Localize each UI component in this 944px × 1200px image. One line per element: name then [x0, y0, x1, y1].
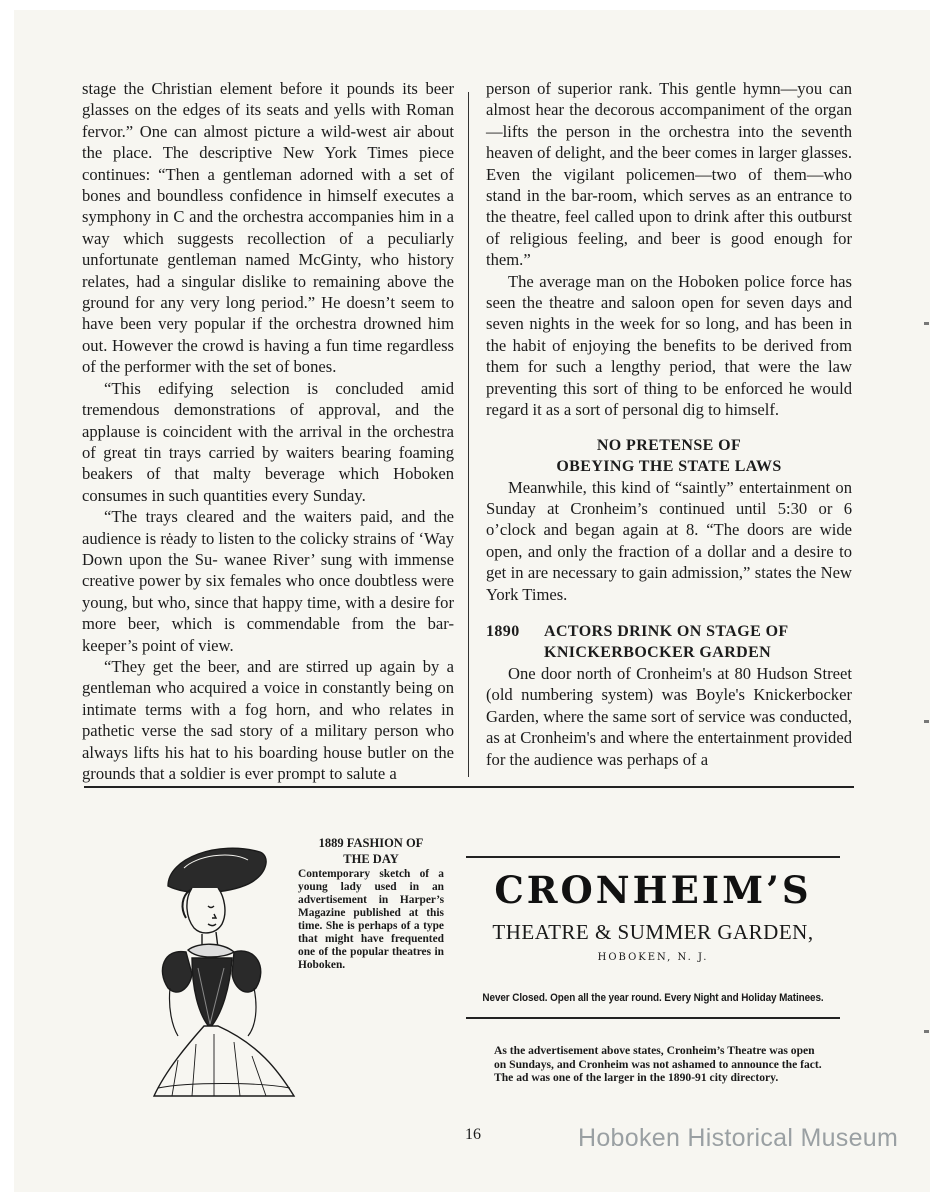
right-paragraph: One door north of Cronheim's at 80 Hudson Street (old numbering system) was Boyle's Knickerbocker Garden, where the same sort of service was conducted, as at Cronheim's and where the entertainment provided for the audience was perhaps of a — [486, 663, 852, 769]
ad-note: Never Closed. Open all the year round. Every Night and Holiday Matinees. — [482, 992, 824, 1004]
ad-caption: As the advertisement above states, Cronheim’s Theatre was open on Sundays, and Cronheim was not ashamed to announce the fact. The ad was one of the larger in the 1890-91 city directory. — [494, 1044, 822, 1085]
figure-caption-text: Contemporary sketch of a young lady used in an advertisement in Harper’s Magazine published at this time. She is perhaps of a type that might have frequented one of the popular theatres in Hoboken. — [298, 868, 444, 971]
figure-title-line: 1889 FASHION OF — [318, 836, 424, 850]
scan-edge-mark — [924, 1030, 929, 1033]
ad-city: HOBOKEN, N. J. — [597, 952, 709, 963]
ad-bottom-rule — [466, 1017, 840, 1019]
section-heading-dated — [486, 621, 852, 663]
heading-line: NO PRETENSE OF — [596, 436, 742, 454]
scan-edge-mark — [924, 322, 929, 325]
page-number: 16 — [465, 1126, 481, 1143]
right-column — [486, 78, 852, 770]
fashion-lady-illustration — [148, 838, 298, 1100]
ad-top-rule — [466, 856, 840, 858]
section-heading — [486, 435, 852, 477]
left-paragraph: stage the Christian element before it pounds its beer glasses on the edges of its seats and yells with Roman fervor.” One can almost picture a wild-west air about the place. The descriptive New York Times piece continues: “Then a gentleman adorned with a set of bones and boundless confidence in himself executes a symphony in C and the orchestra accompanies him in a way which suggests recollection of a peculiarly unfortunate gentleman named McGinty, who history relates, had a singular dislike to remaining above the ground for any very long period.” He doesn’t seem to have been very popular if the orchestra drowned him out. However the crowd is having a fun time regardless of the performer with the set of bones. — [82, 79, 454, 377]
heading-line: OBEYING THE STATE LAWS — [556, 457, 782, 475]
left-paragraph: “They get the beer, and are stirred up again by a gentleman who acquired a voice in constantly being on intimate terms with a fog horn, and who relates in pathetic verse the sad story of a military person who always lifts his hat to his boarding house butler on the grounds that a soldier is ever prompt to salute a — [82, 656, 454, 783]
heading-year: 1890 — [486, 622, 520, 640]
ad-theatre-name: CRONHEIM’S — [494, 868, 812, 912]
ad-subtitle: THEATRE & SUMMER GARDEN, — [492, 920, 814, 944]
scan-edge-mark — [924, 720, 929, 723]
figure-caption — [298, 836, 444, 972]
right-paragraph: Meanwhile, this kind of “saintly” entertainment on Sunday at Cronheim’s continued until 5:30 or 6 o’clock and began again at 8. “The doors are wide open, and only the fraction of a dollar and a desire to get in are necessary to gain admission,” states the New York Times. — [486, 477, 852, 604]
right-paragraph: person of superior rank. This gentle hymn—you can almost hear the decorous accompaniment of the organ—lifts the person in the orchestra into the seventh heaven of delight, and the beer comes in larger glasses. Even the vigilant policemen—two of them—who stand in the bar-room, which serves as an entrance to the theatre, feel called upon to drink after this outburst of religious feeling, and beer is good enough for them.” — [486, 79, 853, 270]
section-rule — [84, 786, 854, 788]
left-column — [82, 78, 454, 784]
heading-line: KNICKERBOCKER GARDEN — [544, 643, 772, 661]
left-paragraph: “This edifying selection is concluded amid tremendous demonstrations of approval, and the applause is coincident with the arrival in the orchestra of great tin trays carried by waiters bearing foaming beakers of that malty beverage which Hoboken consumes in such quantities every Sunday. — [82, 378, 454, 505]
left-paragraph: “The trays cleared and the waiters paid, and the audience is rėady to listen to the colicky strains of ‘Way Down upon the Su- wanee River’ sung with immense creative power by six females who once doubtless were young, but who, since that happy time, with a desire for more beer, which is commendable from the bar-keeper’s point of view. — [82, 507, 454, 655]
column-divider — [468, 92, 469, 777]
figure-title-line: THE DAY — [343, 852, 399, 866]
museum-watermark: Hoboken Historical Museum — [578, 1124, 899, 1152]
heading-line: ACTORS DRINK ON STAGE OF — [544, 622, 789, 640]
right-paragraph: The average man on the Hoboken police force has seen the theatre and saloon open for seven days and seven nights in the week for so long, and has been in the habit of enjoying the benefits to be derived from them for such a lengthy period, that were the law preventing this sort of thing to be enforced he would regard it as a sort of personal dig to himself. — [486, 271, 852, 420]
